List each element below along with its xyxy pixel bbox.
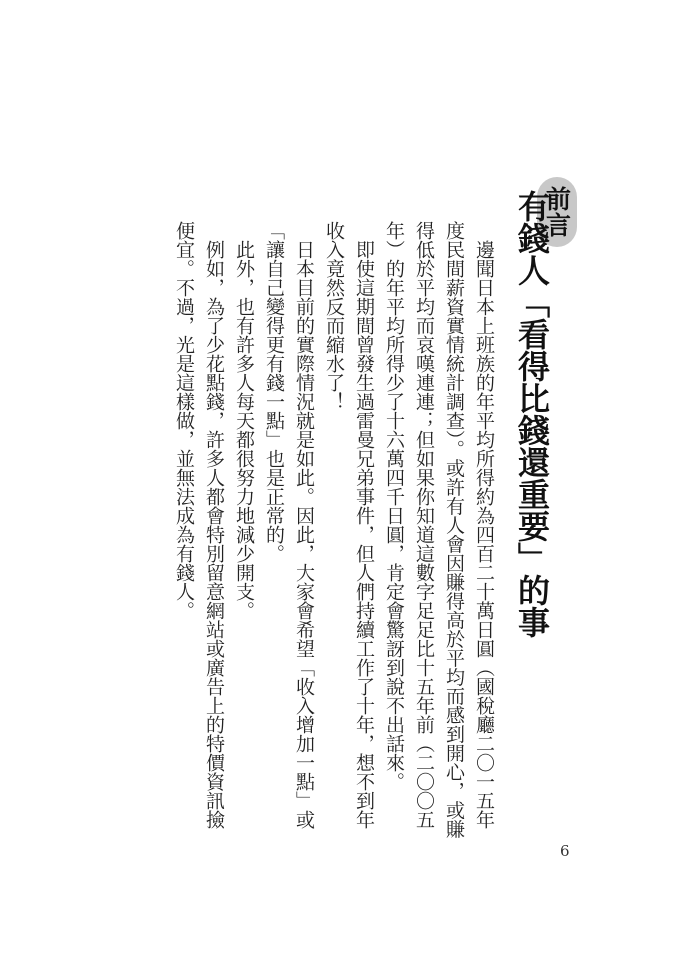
body-text <box>169 221 499 839</box>
body-line: 「讓自己變得更有錢一點」也是正常的。 <box>263 221 285 563</box>
body-line: 度民間薪資實情統計調查）。或許有人會因賺得高於平均而感到開心，或賺 <box>443 221 465 839</box>
body-line: 此外，也有許多人每天都很努力地減少開支。 <box>233 240 255 620</box>
body-line: 收入竟然反而縮水了！ <box>323 221 345 411</box>
body-line: 年）的年平均所得少了十六萬四千日圓，肯定會驚訝到說不出話來。 <box>383 221 405 791</box>
chapter-label: 前言 <box>542 186 572 238</box>
body-line: 邊聞日本上班族的年平均所得約為四百二十萬日圓（國稅廳二〇一五年 <box>473 240 495 829</box>
page-number: 6 <box>560 842 570 860</box>
body-line: 得低於平均而哀嘆連連；但如果你知道這數字足足比十五年前（二〇〇五 <box>413 221 435 829</box>
body-line: 日本目前的實際情況就是如此。因此，大家會希望「收入增加一點」或 <box>293 240 315 829</box>
body-line: 即使這期間曾發生過雷曼兄弟事件，但人們持續工作了十年，想不到年 <box>353 240 375 829</box>
body-line: 便宜。不過，光是這樣做，並無法成為有錢人。 <box>173 221 195 620</box>
body-line: 例如，為了少花點錢，許多人都會特別留意網站或廣告上的特價資訊撿 <box>203 240 225 829</box>
chapter-title: 有錢人「看得比錢還重要」的事 <box>513 190 551 638</box>
